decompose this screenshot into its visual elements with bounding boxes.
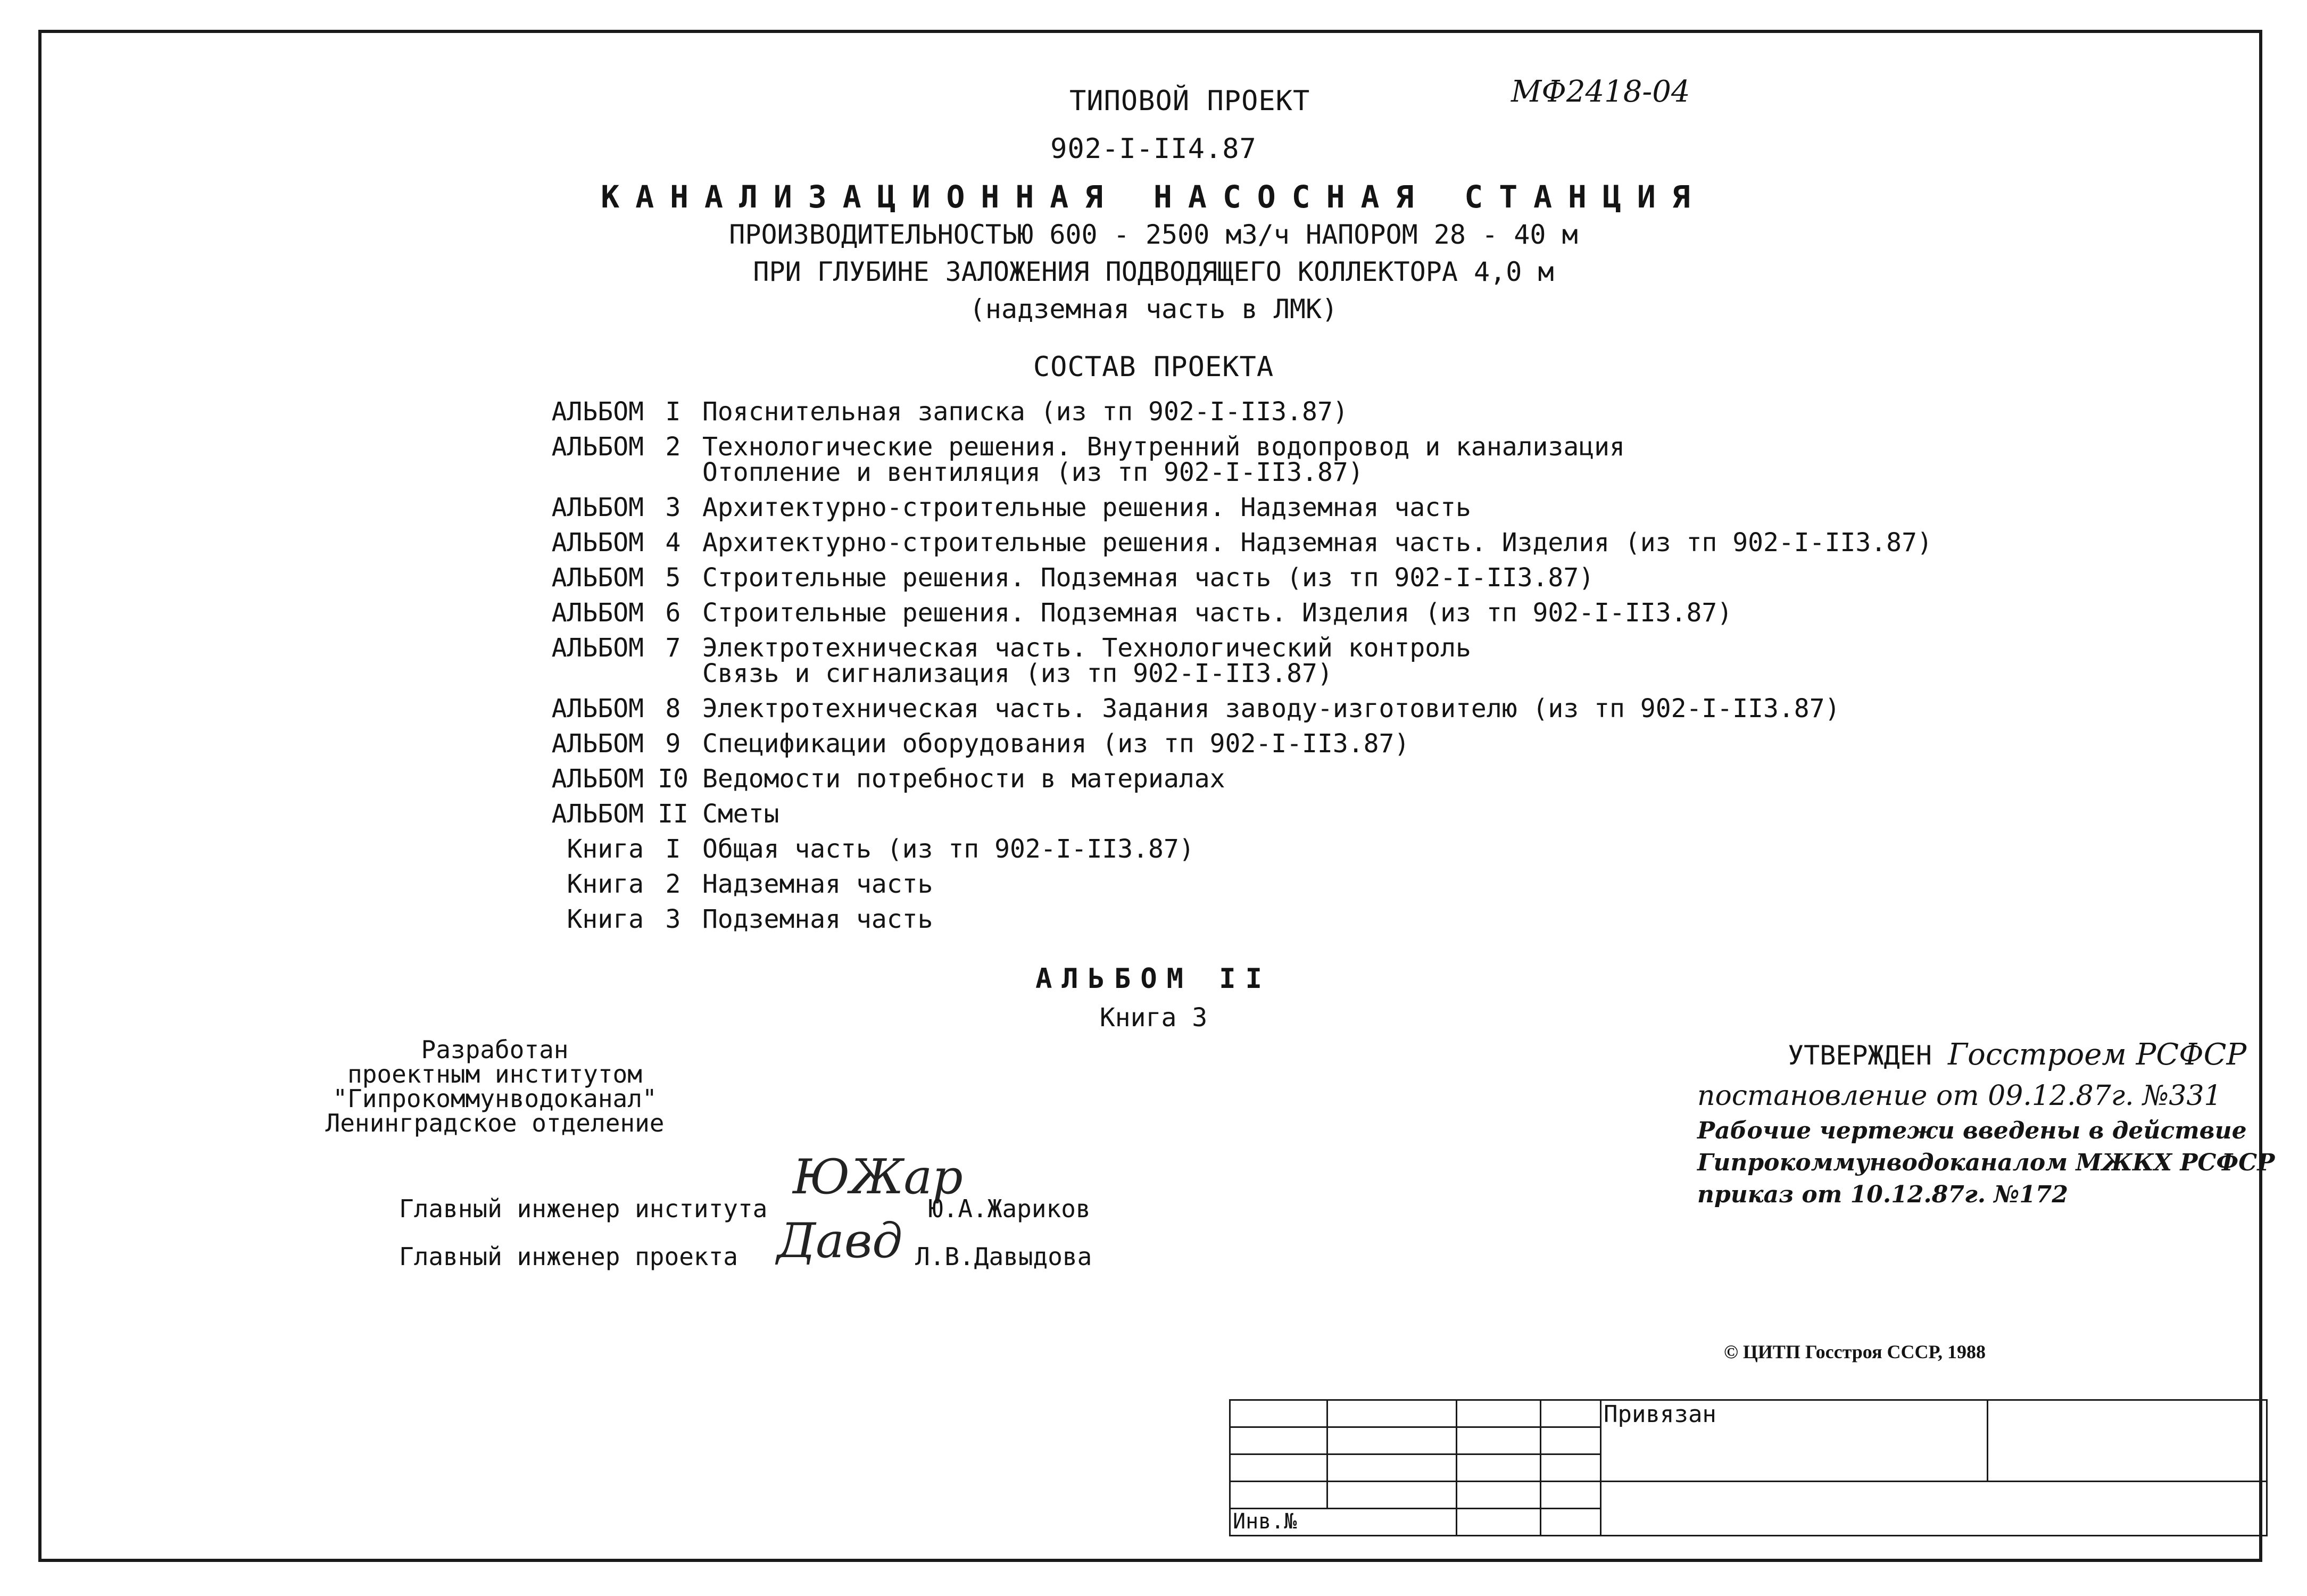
attached-label: Привязан — [1601, 1400, 1988, 1482]
approval-line4: Гипрокоммунводоканалом МЖКХ РСФСР — [1697, 1149, 2275, 1176]
project-type: ТИПОВОЙ ПРОЕКТ — [1069, 85, 1310, 117]
copyright: © ЦИТП Госстроя СССР, 1988 — [1724, 1341, 1986, 1362]
chief-institute-label: Главный инженер института — [399, 1194, 768, 1223]
developer-line: Ленинградское отделение — [325, 1109, 665, 1137]
list-item: АЛЬБОМ II Сметы — [551, 799, 779, 829]
list-item: Книга 3 Подземная часть — [567, 904, 933, 934]
signature-institute: ЮЖар — [793, 1149, 963, 1205]
inv-label: Инв.№ — [1230, 1509, 1457, 1536]
title-line1: ПРОИЗВОДИТЕЛЬНОСТЬЮ 600 - 2500 м3/ч НАПОРОМ 28 - 40 м — [729, 219, 1578, 250]
current-album: АЛЬБОМ II — [1035, 963, 1272, 995]
list-item: АЛЬБОМ 5 Строительные решения. Подземная часть (из тп 902-I-II3.87) — [551, 563, 1595, 593]
list-item: АЛЬБОМ 4 Архитектурно-строительные решения. Надземная часть. Изделия (из тп 902-I-II3.87) — [551, 528, 1932, 558]
current-book: Книга 3 — [1099, 1003, 1208, 1033]
approval-line2: постановление от 09.12.87г. №331 — [1697, 1080, 2222, 1112]
list-item: АЛЬБОМ I0 Ведомости потребности в материалах — [551, 764, 1225, 794]
approval-line3: Рабочие чертежи введены в действие — [1697, 1117, 2247, 1144]
chief-institute-name: Ю.А.Жариков — [928, 1194, 1091, 1223]
stamp-table — [1229, 1399, 2268, 1536]
developer-block — [319, 1037, 670, 1135]
list-item: Книга 2 Надземная часть — [567, 869, 933, 899]
developer-line: "Гипрокоммунводоканал" — [333, 1084, 657, 1113]
list-item: АЛЬБОМ 2 Технологические решения. Внутренний водопровод и канализация Отопление и вентиляция (из тп 902-I-II3.87) — [551, 432, 1625, 487]
signature-project: Давд — [777, 1213, 903, 1269]
title-line3: (надземная часть в ЛМК) — [969, 294, 1338, 325]
list-item: АЛЬБОМ I Пояснительная записка (из тп 902-I-II3.87) — [551, 397, 1348, 427]
composition-heading: СОСТАВ ПРОЕКТА — [1033, 351, 1274, 383]
title-line2: ПРИ ГЛУБИНЕ ЗАЛОЖЕНИЯ ПОДВОДЯЩЕГО КОЛЛЕКТОРА 4,0 м — [753, 256, 1554, 287]
doc-code: МФ2418-04 — [1511, 74, 1690, 109]
title-main: КАНАЛИЗАЦИОННАЯ НАСОСНАЯ СТАНЦИЯ — [601, 179, 1706, 215]
approval-line5: приказ от 10.12.87г. №172 — [1697, 1181, 2069, 1208]
project-number: 902-I-II4.87 — [1050, 133, 1257, 165]
chief-project-name: Л.В.Давыдова — [915, 1242, 1092, 1271]
developer-line: проектным институтом — [347, 1060, 642, 1088]
list-item: Книга I Общая часть (из тп 902-I-II3.87) — [567, 834, 1194, 864]
composition-list — [537, 399, 1932, 942]
developer-line: Разработан — [421, 1035, 569, 1064]
chief-project-label: Главный инженер проекта — [399, 1242, 738, 1271]
list-item: АЛЬБОМ 8 Электротехническая часть. Задания заводу-изготовителю (из тп 902-I-II3.87) — [551, 694, 1840, 724]
list-item: АЛЬБОМ 3 Архитектурно-строительные решения. Надземная часть — [551, 493, 1471, 522]
list-item: АЛЬБОМ 9 Спецификации оборудования (из тп 902-I-II3.87) — [551, 729, 1410, 759]
list-item: АЛЬБОМ 6 Строительные решения. Подземная часть. Изделия (из тп 902-I-II3.87) — [551, 598, 1733, 628]
list-item: АЛЬБОМ 7 Электротехническая часть. Технологический контроль Связь и сигнализация (из тп 902-I-II3.87) — [551, 633, 1471, 688]
approval-line1: УТВЕРЖДЕН Госстроем РСФСР — [1788, 1037, 2247, 1072]
